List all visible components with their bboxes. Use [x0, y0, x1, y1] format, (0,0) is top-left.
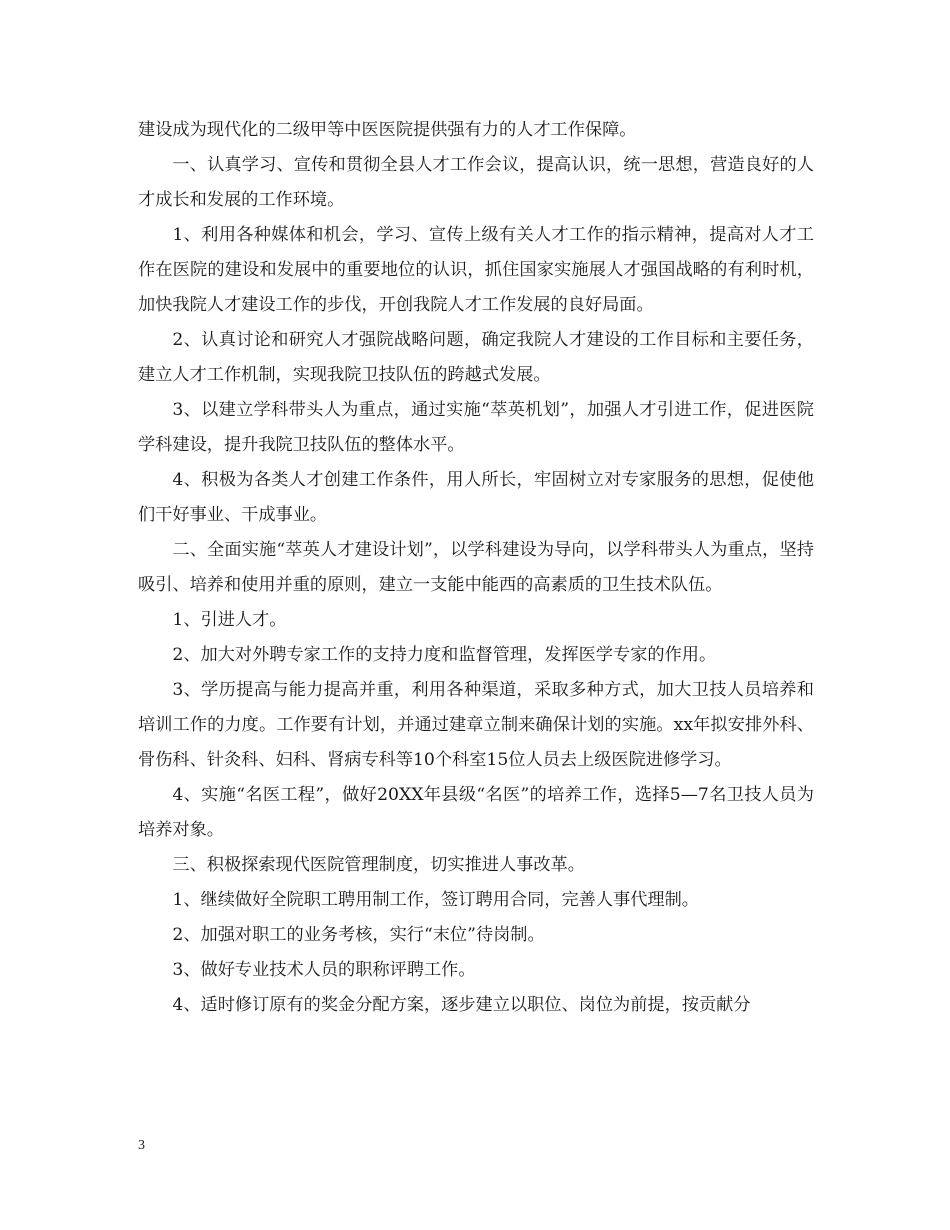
paragraph: 3、学历提高与能力提高并重，利用各种渠道，采取多种方式，加大卫技人员培养和培训工作的力度。工作要有计划，并通过建章立制来确保计划的实施。xx年拟安排外科、骨伤科、针灸科、妇科、肾病专科等10个科室15位人员去上级医院进修学习。 — [138, 680, 814, 770]
paragraph: 2、加强对职工的业务考核，实行“末位”待岗制。 — [172, 925, 545, 945]
page-number: 3 — [138, 1138, 145, 1153]
paragraph: 建设成为现代化的二级甲等中医医院提供强有力的人才工作保障。 — [138, 120, 637, 140]
paragraph: 4、实施“名医工程”，做好20XX年县级“名医”的培养工作，选择5—7名卫技人员为培养对象。 — [138, 785, 814, 840]
paragraph: 三、积极探索现代医院管理制度，切实推进人事改革。 — [172, 855, 585, 875]
paragraph: 3、以建立学科带头人为重点，通过实施“萃英机划”，加强人才引进工作，促进医院学科建设，提升我院卫技队伍的整体水平。 — [138, 400, 814, 455]
paragraph: 1、继续做好全院职工聘用制工作，签订聘用合同，完善人事代理制。 — [172, 890, 699, 910]
paragraph: 1、利用各种媒体和机会，学习、宣传上级有关人才工作的指示精神，提高对人才工作在医院的建设和发展中的重要地位的认识，抓住国家实施展人才强国战略的有利时机，加快我院人才建设工作的步伐，开创我院人才工作发展的良好局面。 — [138, 225, 814, 315]
paragraph: 4、适时修订原有的奖金分配方案，逐步建立以职位、岗位为前提，按贡献分 — [172, 995, 751, 1015]
paragraph: 二、全面实施“萃英人才建设计划”，以学科建设为导向，以学科带头人为重点，坚持吸引、培养和使用并重的原则，建立一支能中能西的高素质的卫生技术队伍。 — [138, 540, 814, 595]
paragraph: 1、引进人才。 — [172, 610, 287, 630]
paragraph: 3、做好专业技术人员的职称评聘工作。 — [172, 960, 476, 980]
paragraph: 4、积极为各类人才创建工作条件，用人所长，牢固树立对专家服务的思想，促使他们干好事业、干成事业。 — [138, 470, 814, 525]
document-body — [138, 113, 814, 1023]
paragraph: 2、加大对外聘专家工作的支持力度和监督管理，发挥医学专家的作用。 — [172, 645, 717, 665]
paragraph: 一、认真学习、宣传和贯彻全县人才工作会议，提高认识，统一思想，营造良好的人才成长和发展的工作环境。 — [138, 155, 814, 210]
paragraph: 2、认真讨论和研究人才强院战略问题，确定我院人才建设的工作目标和主要任务，建立人才工作机制，实现我院卫技队伍的跨越式发展。 — [138, 330, 814, 385]
